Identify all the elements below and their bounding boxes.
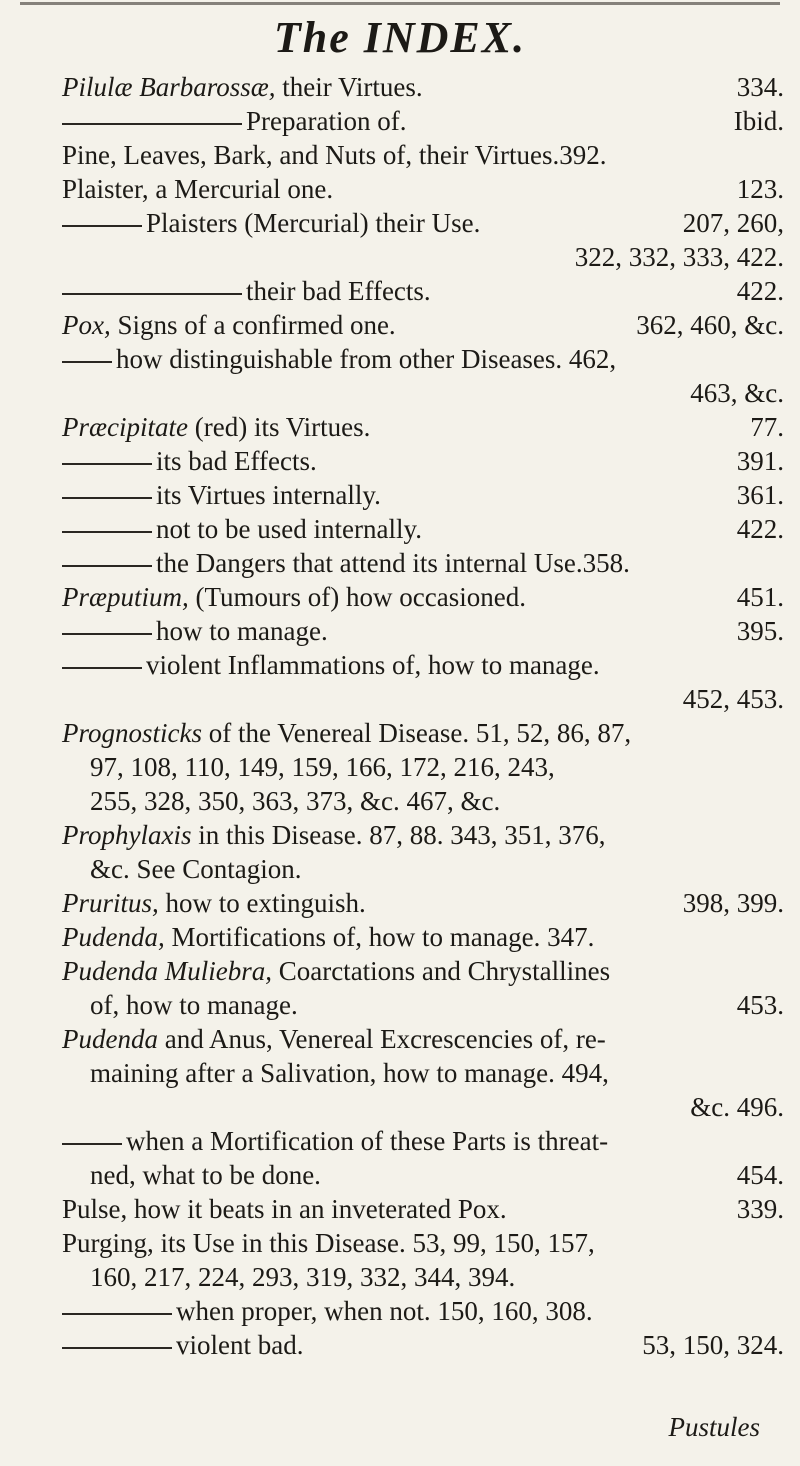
- entry-text: [62, 104, 406, 138]
- page-reference: 391.: [736, 446, 784, 476]
- entry-heading: Prognosticks: [62, 718, 209, 748]
- entry-text: [90, 1260, 515, 1294]
- entry-body: 160, 217, 224, 293, 319, 332, 344, 394.: [90, 1262, 516, 1292]
- entry-body: &c. See Contagion.: [90, 854, 302, 884]
- entry-heading: Pudenda: [62, 1024, 165, 1054]
- index-line: [62, 478, 784, 512]
- entry-text: [62, 172, 333, 206]
- ditto-dash: [62, 633, 152, 635]
- entry-body: violent bad.: [176, 1330, 304, 1360]
- page-title: The INDEX.: [273, 13, 527, 62]
- entry-heading: Pruritus,: [62, 888, 166, 918]
- page-reference: 53, 150, 324.: [642, 1330, 784, 1360]
- entry-body: its Virtues internally.: [156, 480, 381, 510]
- ditto-dash: [62, 497, 152, 499]
- index-line: [62, 342, 784, 376]
- entry-text: [62, 342, 616, 376]
- index-line: [62, 818, 784, 852]
- index-line: [62, 1226, 784, 1260]
- index-line: [62, 104, 784, 138]
- entry-text: [62, 206, 480, 240]
- entry-heading: Pilulæ Barbarossæ,: [62, 72, 283, 102]
- entry-text: [62, 818, 605, 852]
- ditto-dash: [62, 463, 152, 465]
- page-reference: 207, 260,: [682, 208, 784, 238]
- entry-body: Purging, its Use in this Disease. 53, 99, 150, 157,: [62, 1228, 595, 1258]
- entry-text: [62, 1022, 606, 1056]
- index-line: [62, 988, 784, 1022]
- index-line: [62, 172, 784, 206]
- catchword: Pustules: [668, 1412, 760, 1442]
- entry-text: [62, 1226, 595, 1260]
- page-reference: 362, 460, &c.: [636, 310, 784, 340]
- entry-heading: Præputium,: [62, 582, 196, 612]
- entry-text: [62, 886, 366, 920]
- entry-text: [90, 988, 298, 1022]
- page-reference: 422.: [736, 276, 784, 306]
- entry-text: [90, 852, 301, 886]
- entry-body: Coarctations and Chrystallines: [278, 956, 611, 986]
- index-line: [62, 376, 784, 410]
- page-reference: 334.: [736, 72, 784, 102]
- entry-text: [62, 274, 431, 308]
- page-reference: 123.: [736, 174, 784, 204]
- ditto-dash: [62, 667, 142, 669]
- index-line: [62, 750, 784, 784]
- page-reference: 395.: [736, 616, 784, 646]
- entry-body: in this Disease. 87, 88. 343, 351, 376,: [198, 820, 606, 850]
- entry-text: [62, 70, 423, 104]
- entry-heading: Præcipitate: [62, 412, 195, 442]
- index-line: [62, 886, 784, 920]
- entry-body: how to extinguish.: [165, 888, 366, 918]
- page-reference: 398, 399.: [682, 888, 784, 918]
- index-line: [62, 1158, 784, 1192]
- entry-body: ned, what to be done.: [90, 1160, 321, 1190]
- top-rule: [20, 2, 780, 5]
- index-line: [62, 1022, 784, 1056]
- index-line: [62, 444, 784, 478]
- page-reference: 322, 332, 333, 422.: [574, 242, 784, 272]
- ditto-dash: [62, 1347, 172, 1349]
- entry-body: how distinguishable from other Diseases. 462,: [116, 344, 617, 374]
- index-line: [62, 954, 784, 988]
- index-line: [62, 1328, 784, 1362]
- entry-heading: Pudenda,: [62, 922, 172, 952]
- ditto-dash: [62, 293, 242, 295]
- index-line: [62, 580, 784, 614]
- ditto-dash: [62, 225, 142, 227]
- entry-body: maining after a Salivation, how to manage. 494,: [90, 1058, 609, 1088]
- index-line: [62, 614, 784, 648]
- entry-body: when a Mortification of these Parts is threat-: [126, 1126, 609, 1156]
- entry-text: [90, 750, 555, 784]
- entry-text: [62, 512, 422, 546]
- entry-body: their Virtues.: [282, 72, 423, 102]
- index-entries: [62, 70, 784, 1362]
- entry-body: violent Inflammations of, how to manage.: [146, 650, 600, 680]
- index-line: [62, 308, 784, 342]
- index-line: [62, 1294, 784, 1328]
- entry-body: their bad Effects.: [246, 276, 431, 306]
- entry-body: 255, 328, 350, 363, 373, &c. 467, &c.: [90, 786, 501, 816]
- entry-text: [62, 716, 631, 750]
- entry-body: Pine, Leaves, Bark, and Nuts of, their Virtues.392.: [62, 140, 607, 170]
- entry-text: [62, 478, 381, 512]
- entry-text: [62, 580, 526, 614]
- entry-body: Signs of a confirmed one.: [117, 310, 396, 340]
- index-line: [62, 1124, 784, 1158]
- index-line: [62, 274, 784, 308]
- entry-body: its bad Effects.: [156, 446, 317, 476]
- entry-body: Mortifications of, how to manage. 347.: [171, 922, 595, 952]
- index-line: [62, 138, 784, 172]
- page-reference: 452, 453.: [682, 684, 784, 714]
- index-line: [62, 716, 784, 750]
- page-reference: Ibid.: [733, 106, 784, 136]
- entry-body: Pulse, how it beats in an inveterated Pox.: [62, 1194, 507, 1224]
- entry-text: [90, 784, 500, 818]
- index-line: [62, 852, 784, 886]
- entry-text: [62, 648, 600, 682]
- entry-text: [62, 1124, 608, 1158]
- index-line: [62, 648, 784, 682]
- index-line: [62, 1090, 784, 1124]
- entry-body: when proper, when not. 150, 160, 308.: [176, 1296, 593, 1326]
- entry-text: [62, 1294, 593, 1328]
- page-reference: 422.: [736, 514, 784, 544]
- index-line: [62, 784, 784, 818]
- entry-text: [62, 308, 396, 342]
- index-line: [62, 70, 784, 104]
- page-reference: 339.: [736, 1194, 784, 1224]
- index-line: [62, 546, 784, 580]
- ditto-dash: [62, 361, 112, 363]
- entry-body: Plaister, a Mercurial one.: [62, 174, 334, 204]
- entry-body: not to be used internally.: [156, 514, 422, 544]
- entry-body: (red) its Virtues.: [194, 412, 371, 442]
- page-reference: 454.: [736, 1160, 784, 1190]
- entry-text: [90, 1158, 321, 1192]
- entry-body: (Tumours of) how occasioned.: [195, 582, 526, 612]
- ditto-dash: [62, 565, 152, 567]
- entry-heading: Pox,: [62, 310, 118, 340]
- entry-body: of, how to manage.: [90, 990, 298, 1020]
- entry-body: of the Venereal Disease. 51, 52, 86, 87,: [208, 718, 632, 748]
- index-line: [62, 1260, 784, 1294]
- index-line: [62, 206, 784, 240]
- page-reference: 451.: [736, 582, 784, 612]
- ditto-dash: [62, 123, 242, 125]
- entry-text: [62, 1328, 303, 1362]
- entry-body: and Anus, Venereal Excrescencies of, re-: [164, 1024, 606, 1054]
- entry-heading: Prophylaxis: [62, 820, 199, 850]
- entry-text: [62, 614, 328, 648]
- entry-body: how to manage.: [156, 616, 328, 646]
- index-line: [62, 920, 784, 954]
- entry-body: the Dangers that attend its internal Use.358.: [156, 548, 630, 578]
- page-reference: 361.: [736, 480, 784, 510]
- entry-heading: Pudenda Muliebra,: [62, 956, 279, 986]
- entry-body: Plaisters (Mercurial) their Use.: [146, 208, 481, 238]
- entry-text: [62, 954, 610, 988]
- page-reference: &c. 496.: [690, 1092, 784, 1122]
- index-line: [62, 410, 784, 444]
- entry-text: [62, 920, 594, 954]
- entry-text: [62, 444, 317, 478]
- entry-text: [62, 410, 370, 444]
- entry-text: [62, 546, 630, 580]
- index-line: [62, 1056, 784, 1090]
- page-reference: 453.: [736, 990, 784, 1020]
- ditto-dash: [62, 1313, 172, 1315]
- index-line: [62, 240, 784, 274]
- index-line: [62, 1192, 784, 1226]
- entry-body: 97, 108, 110, 149, 159, 166, 172, 216, 243,: [90, 752, 555, 782]
- ditto-dash: [62, 531, 152, 533]
- index-line: [62, 682, 784, 716]
- entry-text: [90, 1056, 609, 1090]
- entry-body: Preparation of.: [246, 106, 407, 136]
- ditto-dash: [62, 1143, 122, 1145]
- page-reference: 463, &c.: [690, 378, 784, 408]
- entry-text: [62, 1192, 507, 1226]
- page-reference: 77.: [750, 412, 784, 442]
- index-line: [62, 512, 784, 546]
- entry-text: [62, 138, 607, 172]
